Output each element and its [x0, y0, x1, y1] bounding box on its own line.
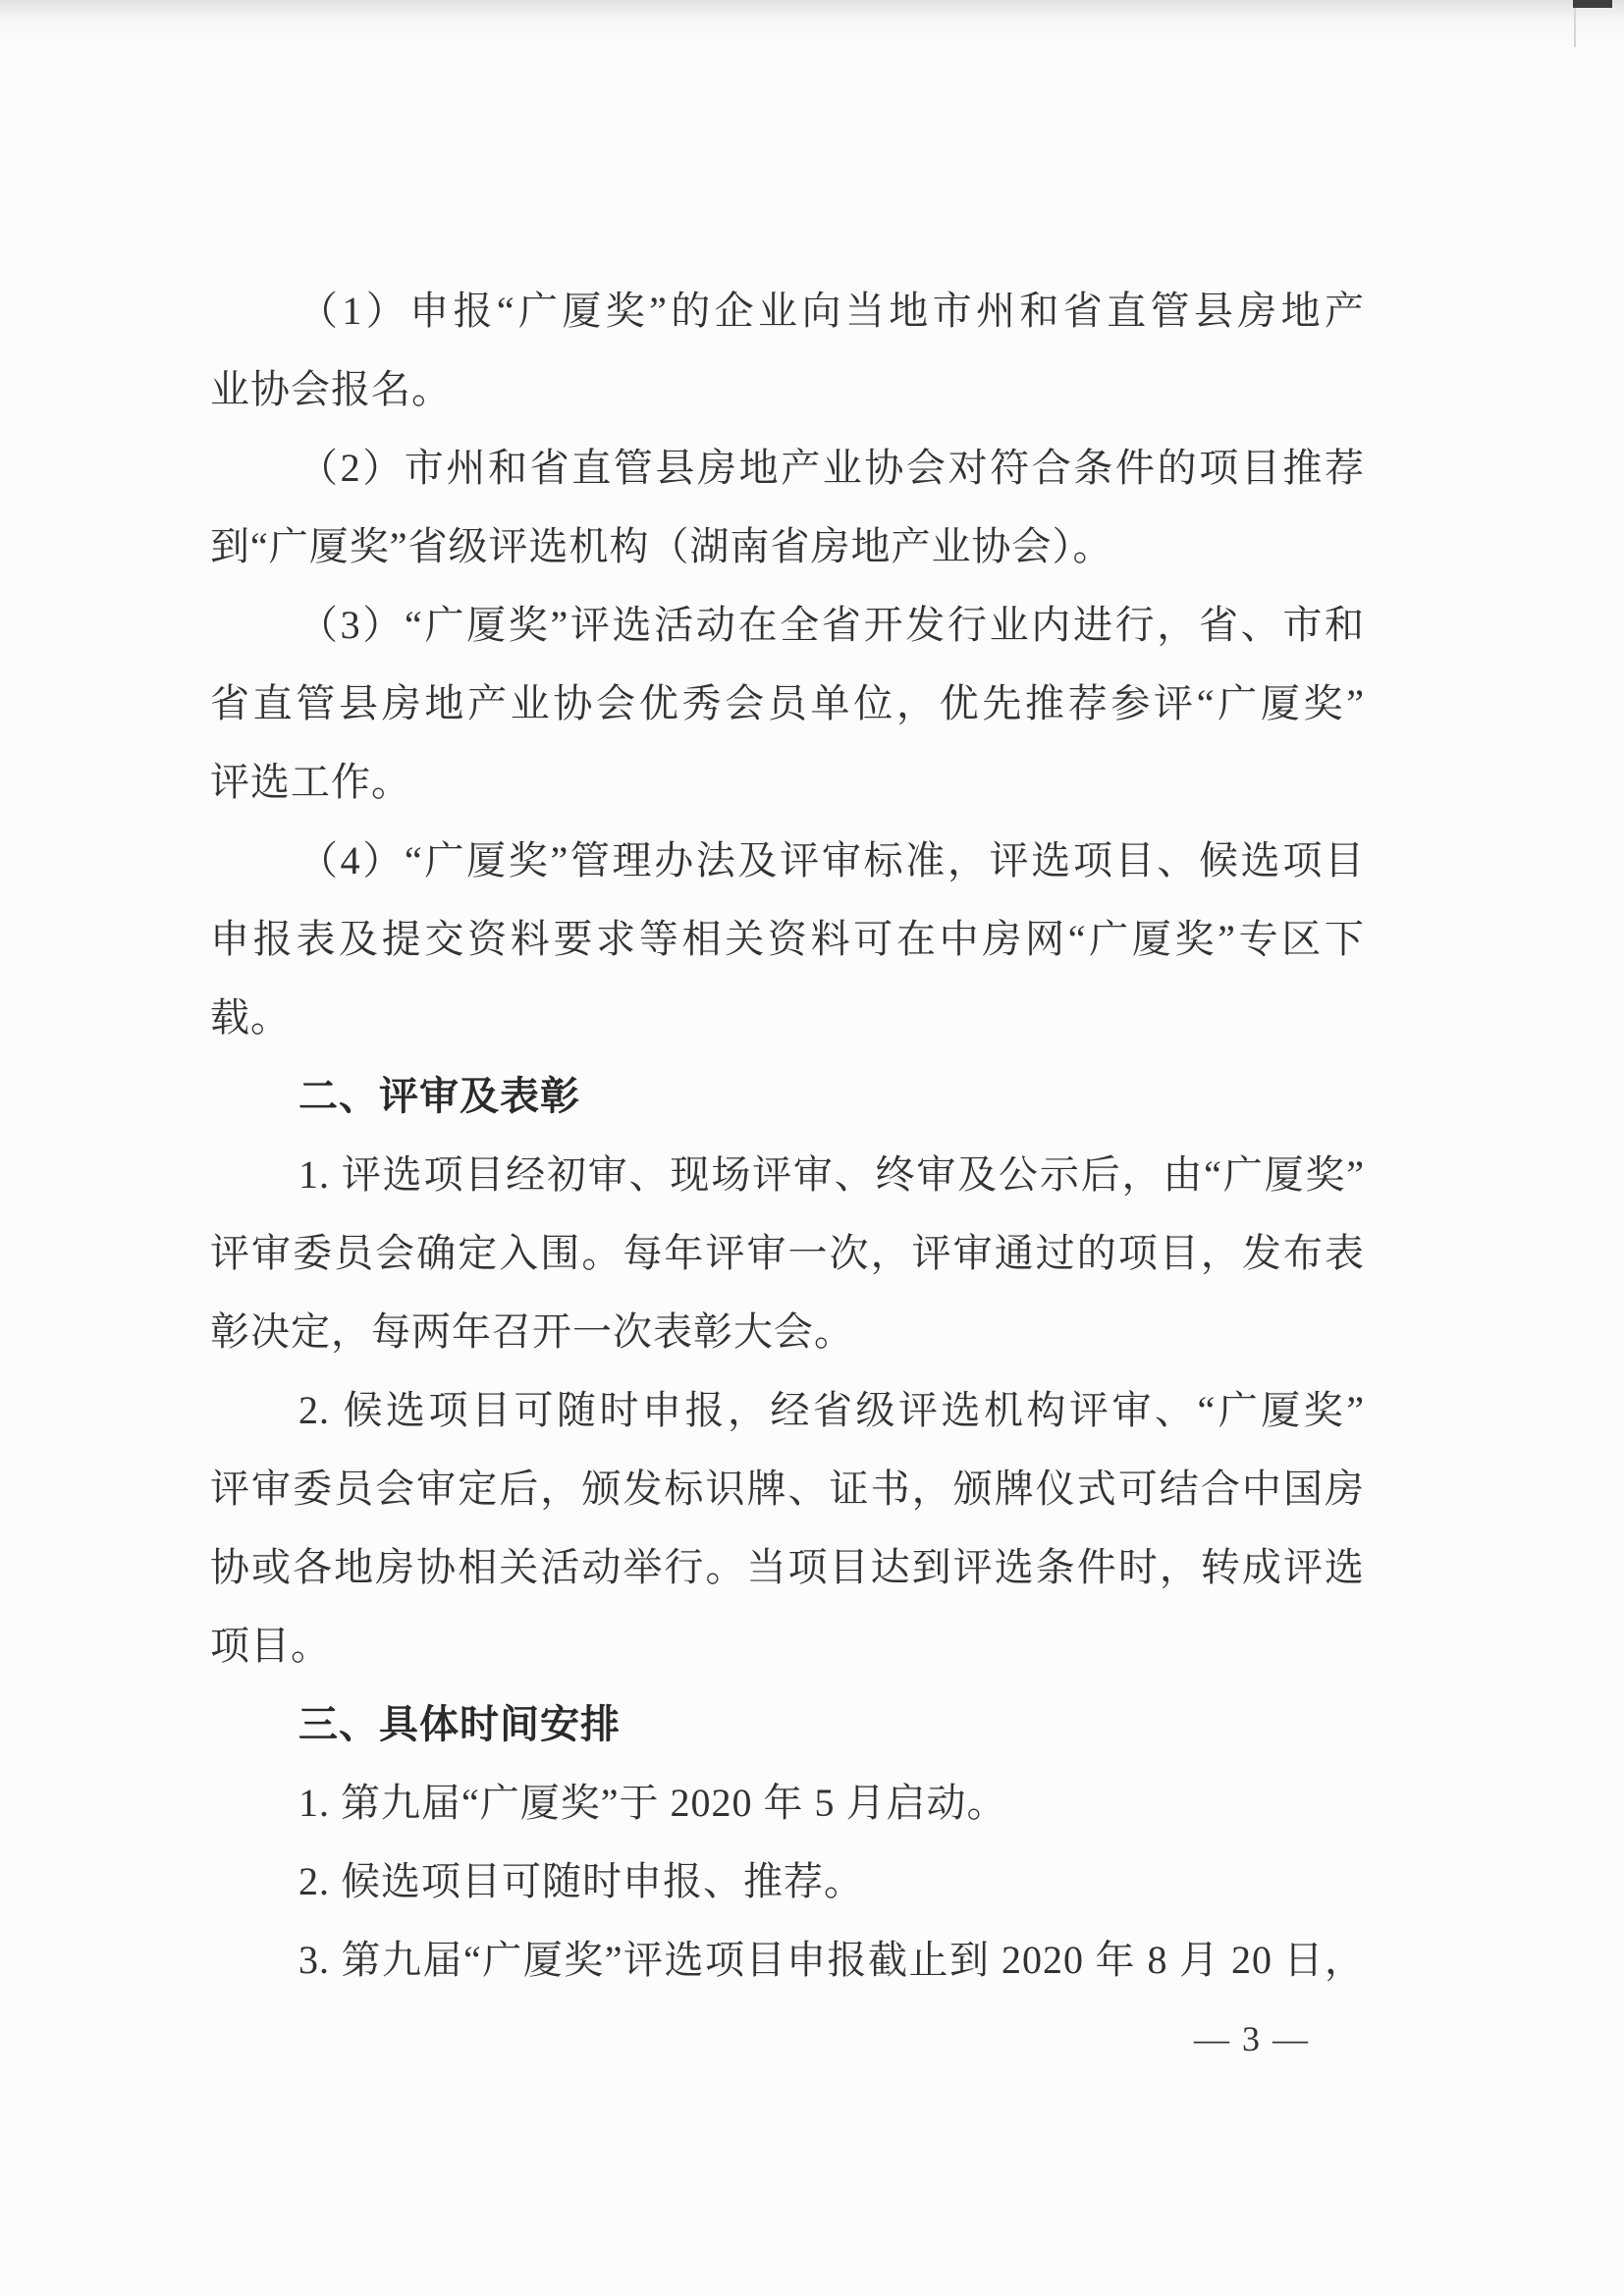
- document-body: [210, 272, 1365, 2000]
- doc-line-22: 3. 第九届“广厦奖”评选项目申报截止到 2020 年 8 月 20 日，: [298, 1938, 1365, 1982]
- doc-line-21: 2. 候选项目可随时申报、推荐。: [298, 1859, 864, 1903]
- doc-line-13: 评审委员会确定入围。每年评审一次，评审通过的项目，发布表: [210, 1231, 1365, 1275]
- doc-line-14: 彰决定，每两年召开一次表彰大会。: [210, 1309, 854, 1354]
- doc-line-3: （2）市州和省直管县房地产业协会对符合条件的项目推荐: [298, 446, 1365, 490]
- doc-line-10: 载。: [210, 995, 291, 1040]
- doc-line-17: 协或各地房协相关活动举行。当项目达到评选条件时，转成评选: [210, 1545, 1365, 1589]
- doc-line-12: 1. 评选项目经初审、现场评审、终审及公示后，由“广厦奖”: [298, 1152, 1365, 1197]
- section-heading-review: 二、评审及表彰: [298, 1074, 580, 1118]
- scan-top-shade: [0, 0, 1624, 51]
- scan-corner-artifact: [1573, 0, 1612, 8]
- page-number: — 3 —: [1194, 2019, 1310, 2058]
- doc-line-15: 2. 候选项目可随时申报，经省级评选机构评审、“广厦奖”: [298, 1388, 1365, 1432]
- doc-line-4: 到“广厦奖”省级评选机构（湖南省房地产业协会）。: [210, 524, 1113, 568]
- doc-line-2: 业协会报名。: [210, 367, 452, 411]
- doc-line-8: （4）“广厦奖”管理办法及评审标准，评选项目、候选项目: [298, 838, 1365, 882]
- doc-line-16: 评审委员会审定后，颁发标识牌、证书，颁牌仪式可结合中国房: [210, 1467, 1365, 1511]
- doc-line-9: 申报表及提交资料要求等相关资料可在中房网“广厦奖”专区下: [210, 917, 1365, 961]
- doc-line-5: （3）“广厦奖”评选活动在全省开发行业内进行，省、市和: [298, 603, 1365, 647]
- section-heading-schedule: 三、具体时间安排: [298, 1702, 621, 1746]
- doc-line-1: （1）申报“广厦奖”的企业向当地市州和省直管县房地产: [298, 289, 1365, 333]
- doc-line-20: 1. 第九届“广厦奖”于 2020 年 5 月启动。: [298, 1781, 1007, 1825]
- doc-line-18: 项目。: [210, 1624, 331, 1668]
- doc-line-6: 省直管县房地产业协会优秀会员单位，优先推荐参评“广厦奖”: [210, 681, 1365, 725]
- doc-line-7: 评选工作。: [210, 760, 411, 804]
